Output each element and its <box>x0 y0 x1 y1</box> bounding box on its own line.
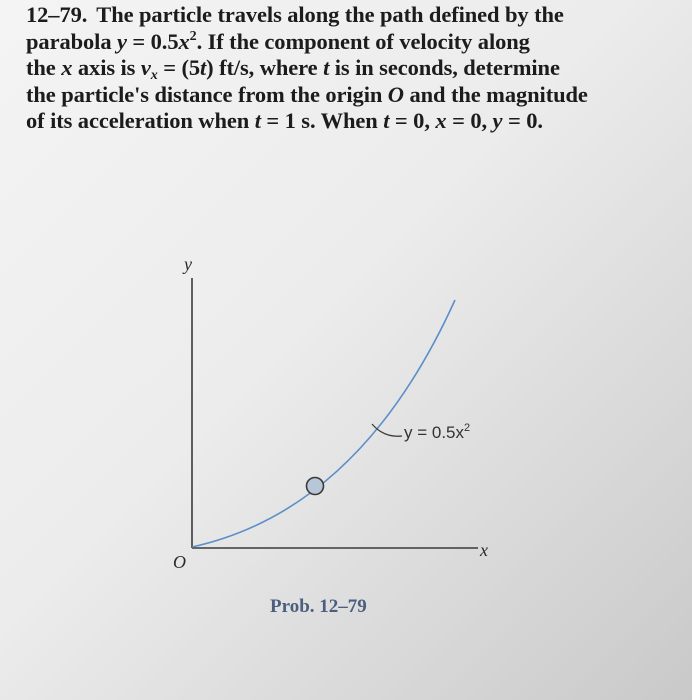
problem-line-2: parabola $y = 0.5x^2$. If the component of velocity along <box>26 28 530 54</box>
problem-line-5: of its acceleration when t = 1 s. When t = 0, x = 0, y = 0. <box>26 108 543 133</box>
origin-label: O <box>173 552 186 572</box>
particle <box>307 478 324 495</box>
x-axis-label: x <box>480 540 488 560</box>
problem-line-4: the particle's distance from the origin O and the magnitude <box>26 81 588 107</box>
problem-number: 12–79. <box>26 2 88 27</box>
y-axis-label: y <box>184 254 192 274</box>
problem-line-1: 12–79. The particle travels along the path defined by the <box>26 2 564 27</box>
problem-line-3: the x axis is $v_x = (5t)$ ft/s, where t is in seconds, determine <box>26 55 560 83</box>
curve-equation-label: $y = 0.5x^2$ <box>404 422 471 442</box>
figure-caption: Prob. 12–79 <box>270 596 367 617</box>
